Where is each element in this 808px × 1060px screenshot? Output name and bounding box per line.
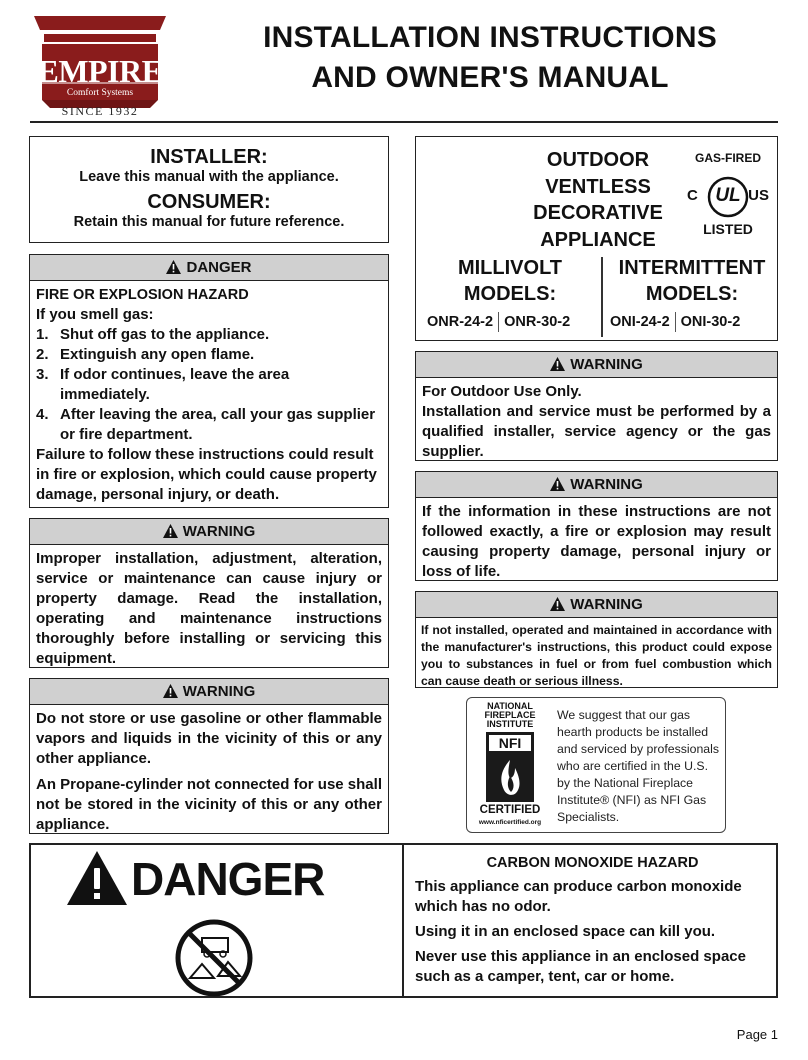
page-number: Page 1 [736, 1027, 778, 1042]
model-number: ONR-24-2 [427, 313, 494, 330]
warning-header: WARNING [30, 679, 388, 705]
warning-triangle-icon [163, 524, 178, 538]
list-item: 4. After leaving the area, call your gas supplier or fire department. [36, 406, 376, 443]
warning-outdoor-box [415, 351, 778, 461]
warning-triangle-icon [166, 260, 181, 274]
model-number: ONI-24-2 [610, 313, 670, 330]
danger-banner [31, 845, 404, 996]
intermittent-models: INTERMITTENT MODELS: [618, 257, 766, 305]
warning-triangle-icon [550, 357, 565, 371]
danger-footer: Failure to follow these instructions could result in fire or explosion, which could cause property damage, personal injury, or death. [36, 446, 377, 503]
nfi-certification-box [466, 697, 726, 833]
list-item: 3. If odor continues, leave the area immediately. [36, 366, 290, 403]
danger-fire-box [29, 254, 389, 508]
warning-installation-box [29, 518, 389, 668]
no-enclosed-space-icon [174, 918, 254, 998]
co-paragraph: Using it in an enclosed space can kill you. [415, 923, 716, 940]
millivolt-model-numbers [422, 312, 575, 332]
consumer-heading: CONSUMER: [147, 191, 271, 213]
empire-logo [30, 16, 170, 118]
carbon-monoxide-danger-box [29, 843, 778, 998]
danger-title: DANGER [131, 853, 325, 905]
intermittent-model-numbers [605, 312, 745, 332]
page-title: INSTALLATION INSTRUCTIONS AND OWNER'S MANUAL [263, 21, 717, 94]
model-number: ONR-30-2 [504, 313, 571, 330]
warning-flammable-box [29, 678, 389, 834]
warning-paragraph: Installation and service must be performed by a qualified installer, service agency or the gas supplier. [422, 403, 771, 460]
warning-instructions-box [415, 471, 778, 581]
co-hazard-text [415, 855, 770, 992]
ul-listed-logo: GAS-FIRED C UL US LISTED [687, 151, 769, 241]
co-paragraph: Never use this appliance in an enclosed space such as a camper, tent, car or home. [415, 948, 746, 985]
list-item: 2. Extinguish any open flame. [36, 346, 255, 363]
installer-consumer-box [29, 136, 389, 243]
warning-triangle-icon [67, 851, 127, 905]
warning-header: WARNING [416, 352, 777, 378]
model-number: ONI-30-2 [680, 313, 741, 330]
title-divider [30, 121, 778, 123]
brand-since: SINCE 1932 [61, 104, 139, 118]
millivolt-models: MILLIVOLT MODELS: [457, 257, 563, 305]
co-paragraph: This appliance can produce carbon monoxide which has no odor. [415, 878, 742, 915]
warning-triangle-icon [550, 597, 565, 611]
warning-text: If not installed, operated and maintained in accordance with the manufacturer's instructions, this product could expose you to substances in fuel or from fuel combustion which can cause death or serious illness. [421, 623, 772, 688]
warning-substances-box [415, 591, 778, 688]
danger-heading: FIRE OR EXPLOSION HAZARD [36, 287, 249, 303]
warning-text: Improper installation, adjustment, alteration, service or maintenance can cause injury or property damage. Read the installation, operating and maintenance instructions thoroughly before installing or servicing this equipment. [36, 550, 382, 667]
installer-text: Leave this manual with the appliance. [79, 169, 339, 185]
warning-triangle-icon [550, 477, 565, 491]
nfi-badge: NATIONAL FIREPLACE INSTITUTE NFI CERTIFIED www.nficertified.org [471, 702, 549, 829]
brand-name: EMPIRE [37, 53, 163, 89]
warning-paragraph: An Propane-cylinder not connected for use shall not be stored in the vicinity of this or any other appliance. [36, 776, 382, 833]
list-item: 1. Shut off gas to the appliance. [36, 326, 270, 343]
warning-triangle-icon [163, 684, 178, 698]
brand-subtitle: Comfort Systems [66, 88, 134, 98]
warning-paragraph: For Outdoor Use Only. [422, 383, 582, 400]
co-heading: CARBON MONOXIDE HAZARD [486, 855, 699, 871]
warning-paragraph: Do not store or use gasoline or other flammable vapors and liquids in the vicinity of this or any other appliance. [36, 710, 382, 767]
product-box [415, 136, 778, 341]
danger-header: DANGER [30, 255, 388, 281]
warning-header: WARNING [416, 592, 777, 618]
danger-intro: If you smell gas: [36, 306, 154, 323]
consumer-text: Retain this manual for future reference. [73, 214, 345, 230]
installer-heading: INSTALLER: [150, 146, 268, 168]
warning-header: WARNING [416, 472, 777, 498]
product-name: OUTDOOR VENTLESS DECORATIVE APPLIANCE [533, 149, 663, 251]
warning-text: If the information in these instructions are not followed exactly, a fire or explosion may result causing property damage, personal injury or loss of life. [422, 503, 771, 580]
danger-steps [36, 325, 382, 445]
warning-header: WARNING [30, 519, 388, 545]
nfi-text: We suggest that our gas hearth products be installed and serviced by professionals who are certified in the U.S. by the National Fireplace Institute® (NFI) as NFI Gas Specialists. [557, 708, 719, 824]
